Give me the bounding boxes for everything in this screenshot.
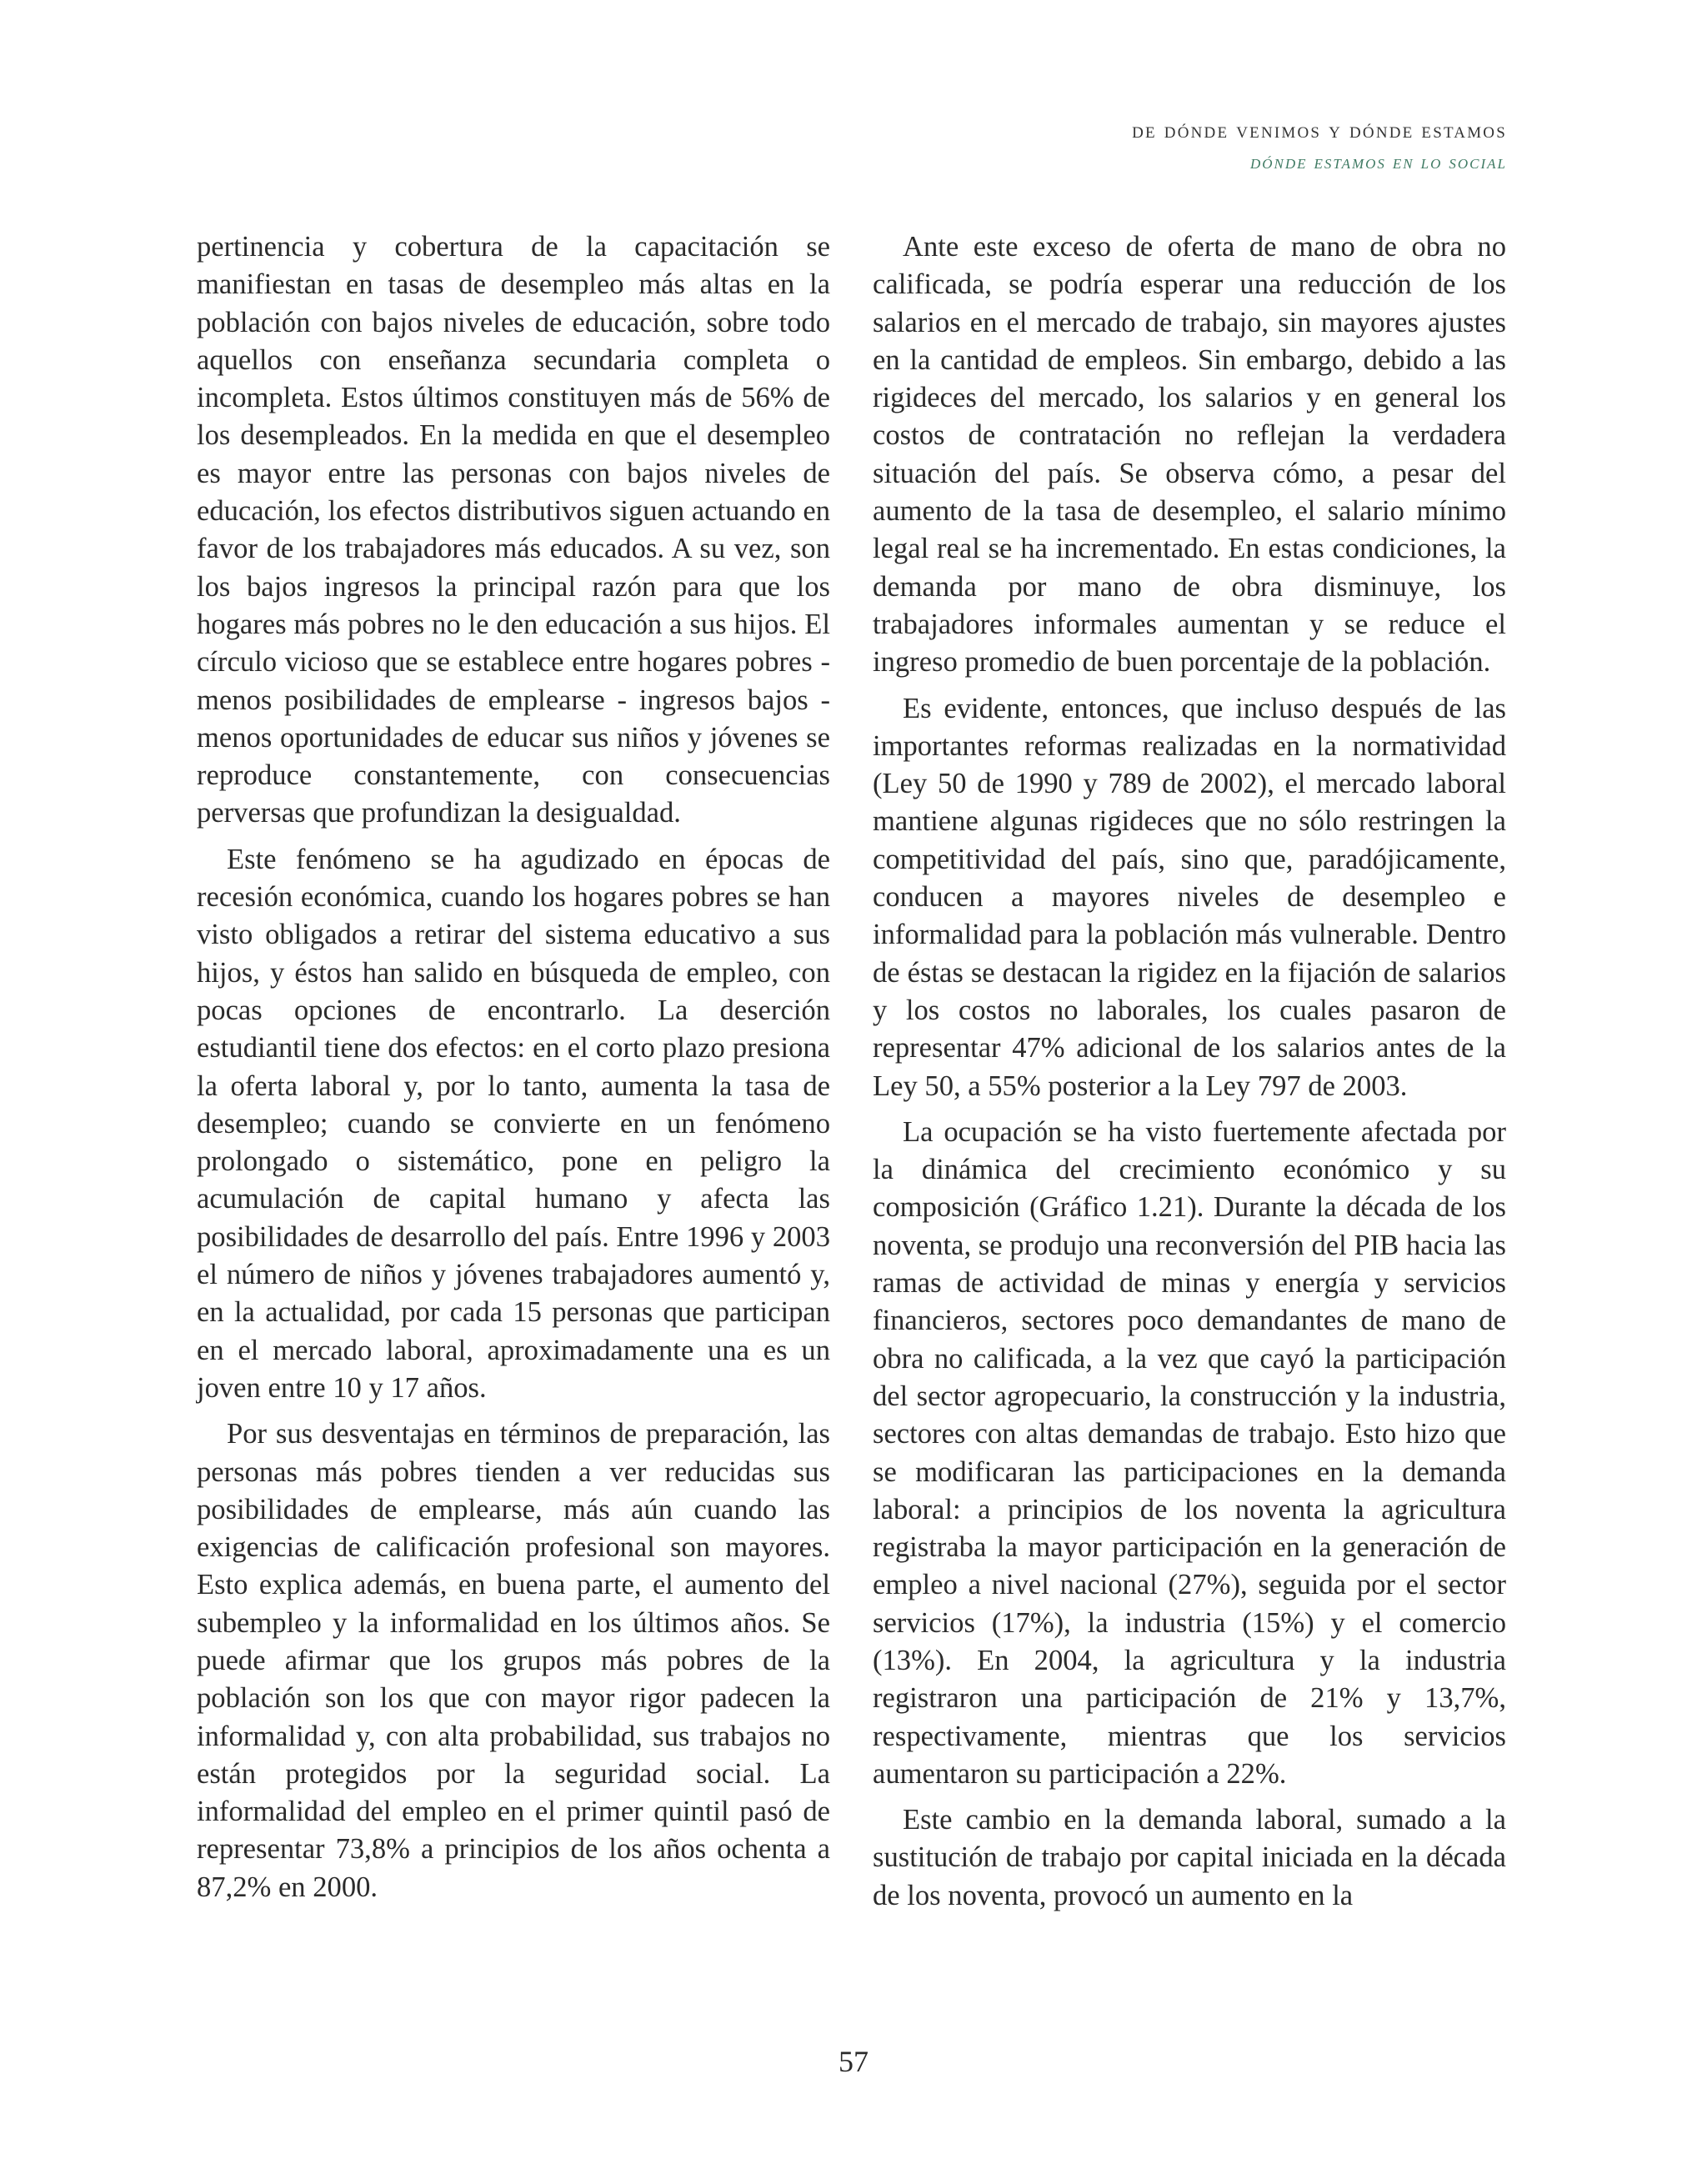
paragraph: pertinencia y cobertura de la capacitación se manifiestan en tasas de desempleo más altas en la población con bajos niveles de educación, sobre todo aquellos con enseñanza secundaria completa o incompleta. Estos últimos constituyen más de 56% de los desempleados. En la medida en que el desempleo es mayor entre las personas con bajos niveles de educación, los efectos distributivos siguen actuando en favor de los trabajadores más educados. A su vez, son los bajos ingresos la principal razón para que los hogares más pobres no le den educación a sus hijos. El círculo vicioso que se establece entre hogares pobres - menos posibilidades de emplearse - ingresos bajos - menos oportunidades de educar sus niños y jóvenes se reproduce constantemente, con consecuencias perversas que profundizan la desigualdad.: [197, 231, 830, 829]
page-number: 57: [838, 2045, 869, 2078]
running-header-title: de dónde venimos y dónde estamos: [1132, 118, 1507, 143]
left-text-column: [197, 228, 830, 1906]
paragraph: Es evidente, entonces, que incluso después de las importantes reformas realizadas en la normatividad (Ley 50 de 1990 y 789 de 2002), el mercado laboral mantiene algunas rigideces que no sólo restringen la competitividad del país, sino que, paradójicamente, conducen a mayores niveles de desempleo e informalidad para la población más vulnerable. Dentro de éstas se destacan la rigidez en la fijación de salarios y los costos no laborales, los cuales pasaron de representar 47% adicional de los salarios antes de la Ley 50, a 55% posterior a la Ley 797 de 2003.: [873, 692, 1506, 1102]
running-header: [757, 115, 1507, 177]
running-header-subtitle: dónde estamos en lo social: [1249, 152, 1507, 173]
paragraph: La ocupación se ha visto fuertemente afectada por la dinámica del crecimiento económico y su composición (Gráfico 1.21). Durante la década de los noventa, se produjo una reconversión del PIB hacia las ramas de actividad de minas y energía y servicios financieros, sectores poco demandantes de mano de obra no calificada, a la vez que cayó la participación del sector agropecuario, la construcción y la industria, sectores con altas demandas de trabajo. Esto hizo que se modificaran las participaciones en la demanda laboral: a principios de los noventa la agricultura registraba la mayor participación en la generación de empleo a nivel nacional (27%), seguida por el sector servicios (17%), la industria (15%) y el comercio (13%). En 2004, la agricultura y la industria registraron una participación de 21% y 13,7%, respectivamente, mientras que los servicios aumentaron su participación a 22%.: [873, 1115, 1506, 1790]
paragraph: Por sus desventajas en términos de preparación, las personas más pobres tienden a ver reducidas sus posibilidades de emplearse, más aún cuando las exigencias de calificación profesional son mayores. Esto explica además, en buena parte, el aumento del subempleo y la informalidad en los últimos años. Se puede afirmar que los grupos más pobres de la población son los que con mayor rigor padecen la informalidad y, con alta probabilidad, sus trabajos no están protegidos por la seguridad social. La informalidad del empleo en el primer quintil pasó de representar 73,8% a principios de los años ochenta a 87,2% en 2000.: [197, 1418, 830, 1903]
paragraph: Este cambio en la demanda laboral, sumado a la sustitución de trabajo por capital iniciada en la década de los noventa, provocó un aumento en la: [873, 1804, 1506, 1911]
right-text-column: [873, 228, 1506, 1915]
paragraph: Este fenómeno se ha agudizado en épocas de recesión económica, cuando los hogares pobres se han visto obligados a retirar del sistema educativo a sus hijos, y éstos han salido en búsqueda de empleo, con pocas opciones de encontrarlo. La deserción estudiantil tiene dos efectos: en el corto plazo presiona la oferta laboral y, por lo tanto, aumenta la tasa de desempleo; cuando se convierte en un fenómeno prolongado o sistemático, pone en peligro la acumulación de capital humano y afecta las posibilidades de desarrollo del país. Entre 1996 y 2003 el número de niños y jóvenes trabajadores aumentó y, en la actualidad, por cada 15 personas que participan en el mercado laboral, aproximadamente una es un joven entre 10 y 17 años.: [197, 843, 830, 1404]
paragraph: Ante este exceso de oferta de mano de obra no calificada, se podría esperar una reducción de los salarios en el mercado de trabajo, sin mayores ajustes en la cantidad de empleos. Sin embargo, debido a las rigideces del mercado, los salarios y en general los costos de contratación no reflejan la verdadera situación del país. Se observa cómo, a pesar del aumento de la tasa de desempleo, el salario mínimo legal real se ha incrementado. En estas condiciones, la demanda por mano de obra disminuye, los trabajadores informales aumentan y se reduce el ingreso promedio de buen porcentaje de la población.: [873, 231, 1506, 679]
